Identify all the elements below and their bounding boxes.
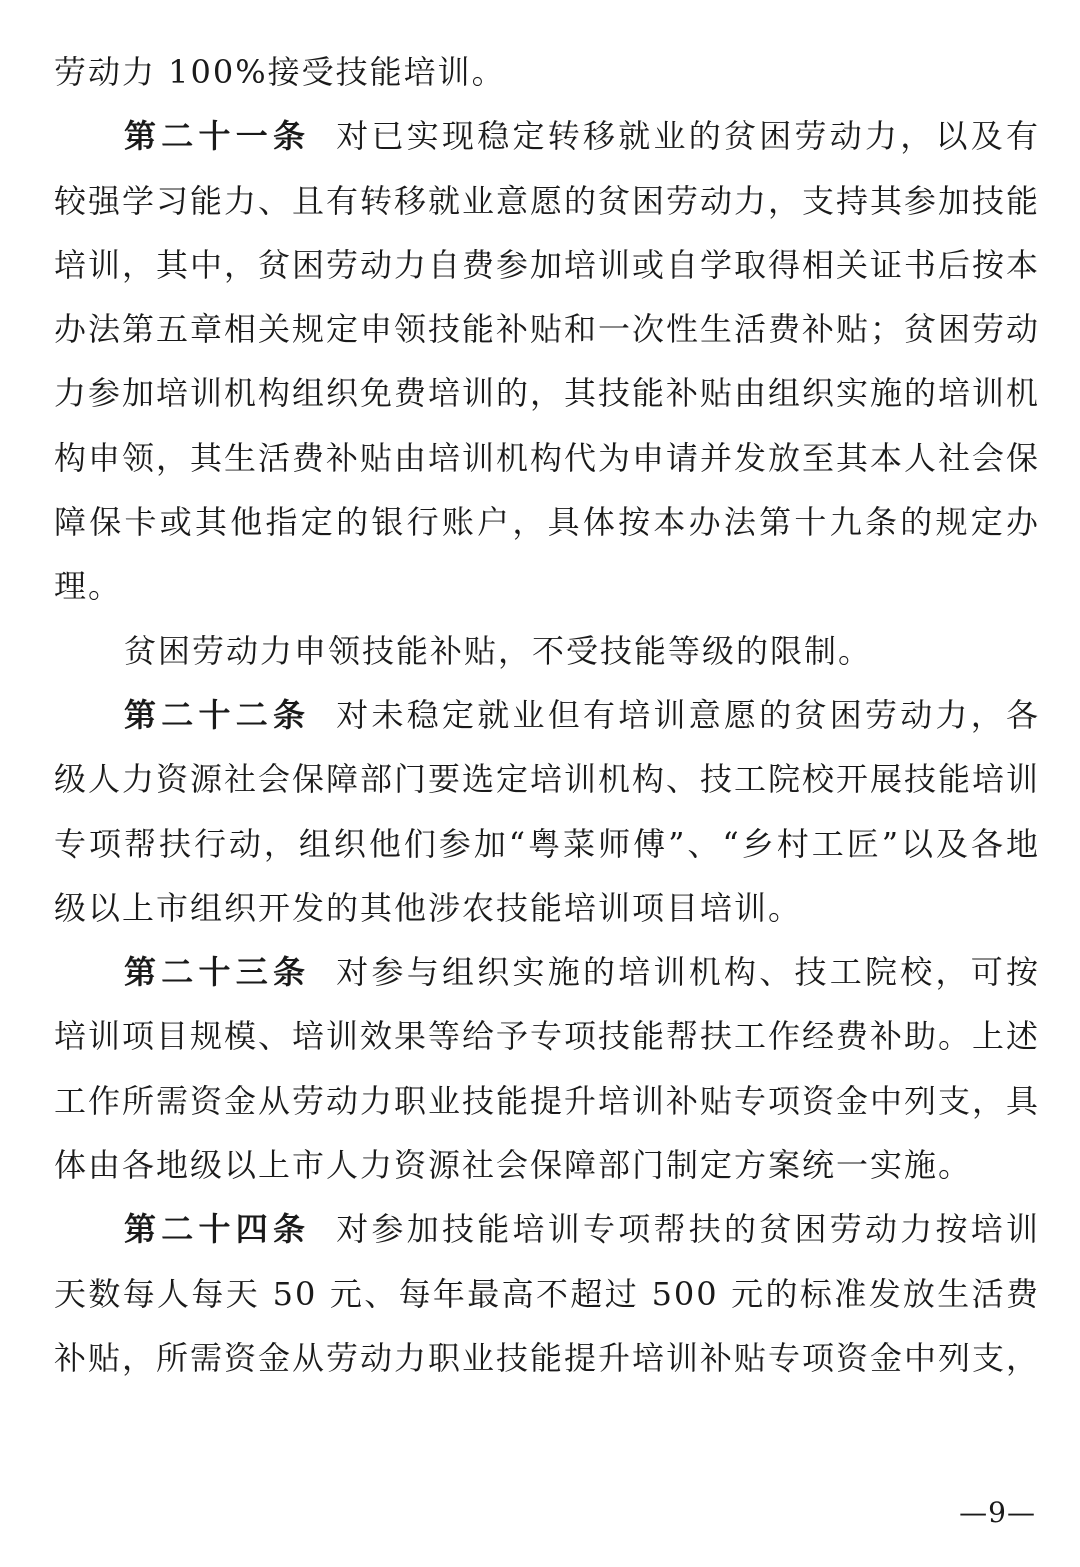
paragraph-text: 贫困劳动力申领技能补贴，不受技能等级的限制。	[124, 631, 873, 670]
article-text: 对已实现稳定转移就业的贫困劳动力，以及有较强学习能力、且有转移就业意愿的贫困劳动力，支持其参加技能培训，其中，贫困劳动力自费参加培训或自学取得相关证书后按本办法第五章相关规定申领技能补贴和一次性生活费补贴；贫困劳动力参加培训机构组织免费培训的，其技能补贴由组织实施的培训机构申领，其生活费补贴由培训机构代为申请并发放至其本人社会保障保卡或其他指定的银行账户，具体按本办法第十九条的规定办理。	[54, 117, 1041, 606]
article-label: 第二十二条	[124, 695, 311, 734]
paragraph-continuation	[54, 40, 1040, 104]
article-24	[54, 1197, 1040, 1390]
document-body	[54, 40, 1040, 1390]
article-22	[54, 683, 1040, 940]
article-label: 第二十四条	[124, 1210, 311, 1249]
paragraph-note	[54, 619, 1040, 683]
article-text: 对未稳定就业但有培训意愿的贫困劳动力，各级人力资源社会保障部门要选定培训机构、技工院校开展技能培训专项帮扶行动，组织他们参加“粤菜师傅”、“乡村工匠”以及各地级以上市组织开发的其他涉农技能培训项目培训。	[54, 695, 1041, 927]
article-23	[54, 940, 1040, 1197]
article-label: 第二十三条	[124, 953, 311, 992]
paragraph-text: 劳动力 100%接受技能培训。	[54, 53, 506, 91]
page-number: —9—	[959, 1496, 1036, 1529]
article-text: 对参加技能培训专项帮扶的贫困劳动力按培训天数每人每天 50 元、每年最高不超过 500 元的标准发放生活费补贴，所需资金从劳动力职业技能提升培训补贴专项资金中列支，	[54, 1210, 1041, 1377]
article-text: 对参与组织实施的培训机构、技工院校，可按培训项目规模、培训效果等给予专项技能帮扶工作经费补助。上述工作所需资金从劳动力职业技能提升培训补贴专项资金中列支，具体由各地级以上市人力资源社会保障部门制定方案统一实施。	[54, 953, 1041, 1185]
article-label: 第二十一条	[124, 117, 311, 156]
article-21	[54, 104, 1040, 618]
